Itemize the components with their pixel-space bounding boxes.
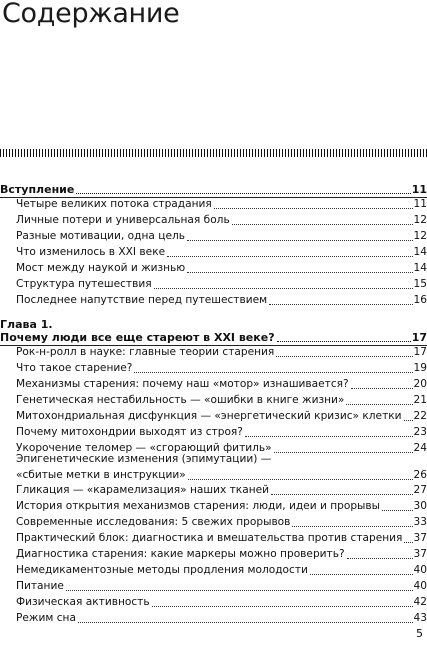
toc-entry-label: Четыре великих потока страдания bbox=[16, 198, 212, 210]
toc-entry-page: 12 bbox=[413, 214, 427, 226]
toc-entry-label: Генетическая нестабильность — «ошибки в книге жизни» bbox=[16, 394, 345, 406]
toc-entry[interactable] bbox=[0, 196, 427, 211]
dot-leader bbox=[187, 262, 412, 273]
toc-entry-label: Почему люди все еще стареют в XXI веке? bbox=[0, 331, 275, 344]
toc-entry[interactable] bbox=[0, 244, 427, 259]
toc-entry-label: Митохондриальная дисфункция — «энергетический кризис» клетки bbox=[16, 410, 402, 422]
toc-entry-label: История открытия механизмов старения: люди, идеи и прорывы bbox=[16, 500, 381, 512]
page-title: Содержание bbox=[2, 0, 180, 29]
toc-entry-page: 33 bbox=[413, 516, 427, 528]
dot-leader bbox=[404, 532, 412, 543]
toc-entry[interactable] bbox=[0, 594, 427, 609]
toc-entry-page: 27 bbox=[413, 484, 427, 496]
toc-entry-page: 11 bbox=[411, 183, 427, 196]
toc-entry-page: 11 bbox=[413, 198, 427, 210]
toc-entry-label: Укорочение теломер — «сгорающий фитиль» bbox=[16, 442, 272, 454]
toc-entry-page: 40 bbox=[413, 580, 427, 592]
toc-entry-page: 14 bbox=[413, 262, 427, 274]
toc-entry[interactable] bbox=[0, 228, 427, 243]
toc-entry-page: 16 bbox=[413, 294, 427, 306]
toc-entry[interactable] bbox=[0, 498, 427, 513]
toc-entry-page: 15 bbox=[413, 278, 427, 290]
dot-leader bbox=[76, 183, 410, 194]
toc-entry-label: Структура путешествия bbox=[16, 278, 152, 290]
toc-entry-page: 23 bbox=[413, 426, 427, 438]
toc-entry-epigenetic-line1[interactable] bbox=[0, 451, 427, 466]
toc-entry-page: 20 bbox=[413, 378, 427, 390]
dot-leader bbox=[154, 278, 413, 289]
toc-entry[interactable] bbox=[0, 360, 427, 375]
toc-entry[interactable] bbox=[0, 260, 427, 275]
toc-entry-page: 24 bbox=[413, 442, 427, 454]
toc-entry-page: 17 bbox=[411, 331, 427, 344]
toc-entry[interactable] bbox=[0, 546, 427, 561]
toc-entry-label: Последнее напутствие перед путешествием bbox=[16, 294, 268, 306]
toc-entry-label: Режим сна bbox=[16, 612, 76, 624]
toc-entry[interactable] bbox=[0, 376, 427, 391]
dot-leader bbox=[292, 516, 412, 527]
toc-entry[interactable] bbox=[0, 514, 427, 529]
toc-entry[interactable] bbox=[0, 578, 427, 593]
toc-entry-label: Личные потери и универсальная боль bbox=[16, 214, 230, 226]
toc-entry-label: Что такое старение? bbox=[16, 362, 133, 374]
toc-entry-label: Что изменилось в XXI веке bbox=[16, 246, 166, 258]
toc-entry-page: 26 bbox=[413, 469, 427, 481]
toc-entry[interactable] bbox=[0, 212, 427, 227]
dot-leader bbox=[78, 612, 413, 623]
dot-leader bbox=[232, 214, 413, 225]
toc-entry-label: Мост между наукой и жизнью bbox=[16, 262, 186, 274]
toc-entry-page: 43 bbox=[413, 612, 427, 624]
dot-leader bbox=[245, 426, 413, 437]
toc-entry[interactable] bbox=[0, 276, 427, 291]
toc-entry[interactable] bbox=[0, 408, 427, 423]
toc-chapter1-entry[interactable] bbox=[0, 329, 427, 344]
toc-entry-label: Эпигенетические изменения (эпимутации) — bbox=[16, 453, 272, 465]
toc-entry-page: 40 bbox=[413, 564, 427, 576]
toc-entry-label: Разные мотивации, одна цель bbox=[16, 230, 186, 242]
toc-entry[interactable] bbox=[0, 482, 427, 497]
toc-entry-label: «сбитые метки в инструкции» bbox=[16, 469, 186, 481]
toc-entry-label: Современные исследования: 5 свежих прорывов bbox=[16, 516, 291, 528]
dot-leader bbox=[346, 394, 412, 405]
toc-entry-page: 37 bbox=[413, 548, 427, 560]
toc-entry[interactable] bbox=[0, 344, 427, 359]
dot-leader bbox=[152, 596, 413, 607]
toc-entry-label: Немедикаментозные методы продления молодости bbox=[16, 564, 308, 576]
toc-entry[interactable] bbox=[0, 392, 427, 407]
toc-entry[interactable] bbox=[0, 530, 427, 545]
toc-entry-label: Физическая активность bbox=[16, 596, 150, 608]
toc-entry[interactable] bbox=[0, 562, 427, 577]
dot-leader bbox=[187, 230, 413, 241]
toc-entry[interactable] bbox=[0, 424, 427, 439]
toc-entry-page: 22 bbox=[413, 410, 427, 422]
dot-leader bbox=[271, 484, 412, 495]
toc-entry-label: Питание bbox=[16, 580, 64, 592]
dot-leader bbox=[277, 331, 411, 342]
toc-entry-page: 17 bbox=[413, 346, 427, 358]
toc-entry-label: Почему митохондрии выходят из строя? bbox=[16, 426, 243, 438]
dot-leader bbox=[310, 564, 413, 575]
dot-leader bbox=[214, 198, 413, 209]
toc-entry[interactable] bbox=[0, 292, 427, 307]
toc-entry[interactable] bbox=[0, 610, 427, 625]
toc-entry-page: 21 bbox=[413, 394, 427, 406]
toc-entry-page: 37 bbox=[413, 532, 427, 544]
toc-intro-entry[interactable] bbox=[0, 181, 427, 196]
toc-entry-page: 14 bbox=[413, 246, 427, 258]
toc-entry-label: Рок-н-ролл в науке: главные теории старения bbox=[16, 346, 275, 358]
toc-entry-page: 19 bbox=[413, 362, 427, 374]
chapter-number: Глава 1. bbox=[0, 318, 53, 331]
toc-entry-label: Вступление bbox=[0, 183, 75, 196]
toc-entry-page: 12 bbox=[413, 230, 427, 242]
dot-leader bbox=[347, 548, 413, 559]
hatched-divider bbox=[0, 149, 427, 157]
dot-leader bbox=[276, 346, 412, 357]
toc-entry-page: 30 bbox=[413, 500, 427, 512]
dot-leader bbox=[66, 580, 413, 591]
dot-leader bbox=[188, 469, 413, 480]
toc-entry-page: 42 bbox=[413, 596, 427, 608]
page-number: 5 bbox=[416, 627, 423, 640]
toc-entry-label: Механизмы старения: почему наш «мотор» изнашивается? bbox=[16, 378, 349, 390]
dot-leader bbox=[269, 294, 412, 305]
dot-leader bbox=[167, 246, 412, 257]
dot-leader bbox=[351, 378, 413, 389]
toc-entry-label: Диагностика старения: какие маркеры можно проверить? bbox=[16, 548, 345, 560]
toc-entry-epigenetic-line2[interactable] bbox=[0, 467, 427, 482]
dot-leader bbox=[382, 500, 412, 511]
toc-entry-label: Практический блок: диагностика и вмешательства против старения bbox=[16, 532, 403, 544]
dot-leader bbox=[404, 410, 413, 421]
dot-leader bbox=[134, 362, 412, 373]
toc-entry-label: Гликация — «карамелизация» наших тканей bbox=[16, 484, 270, 496]
